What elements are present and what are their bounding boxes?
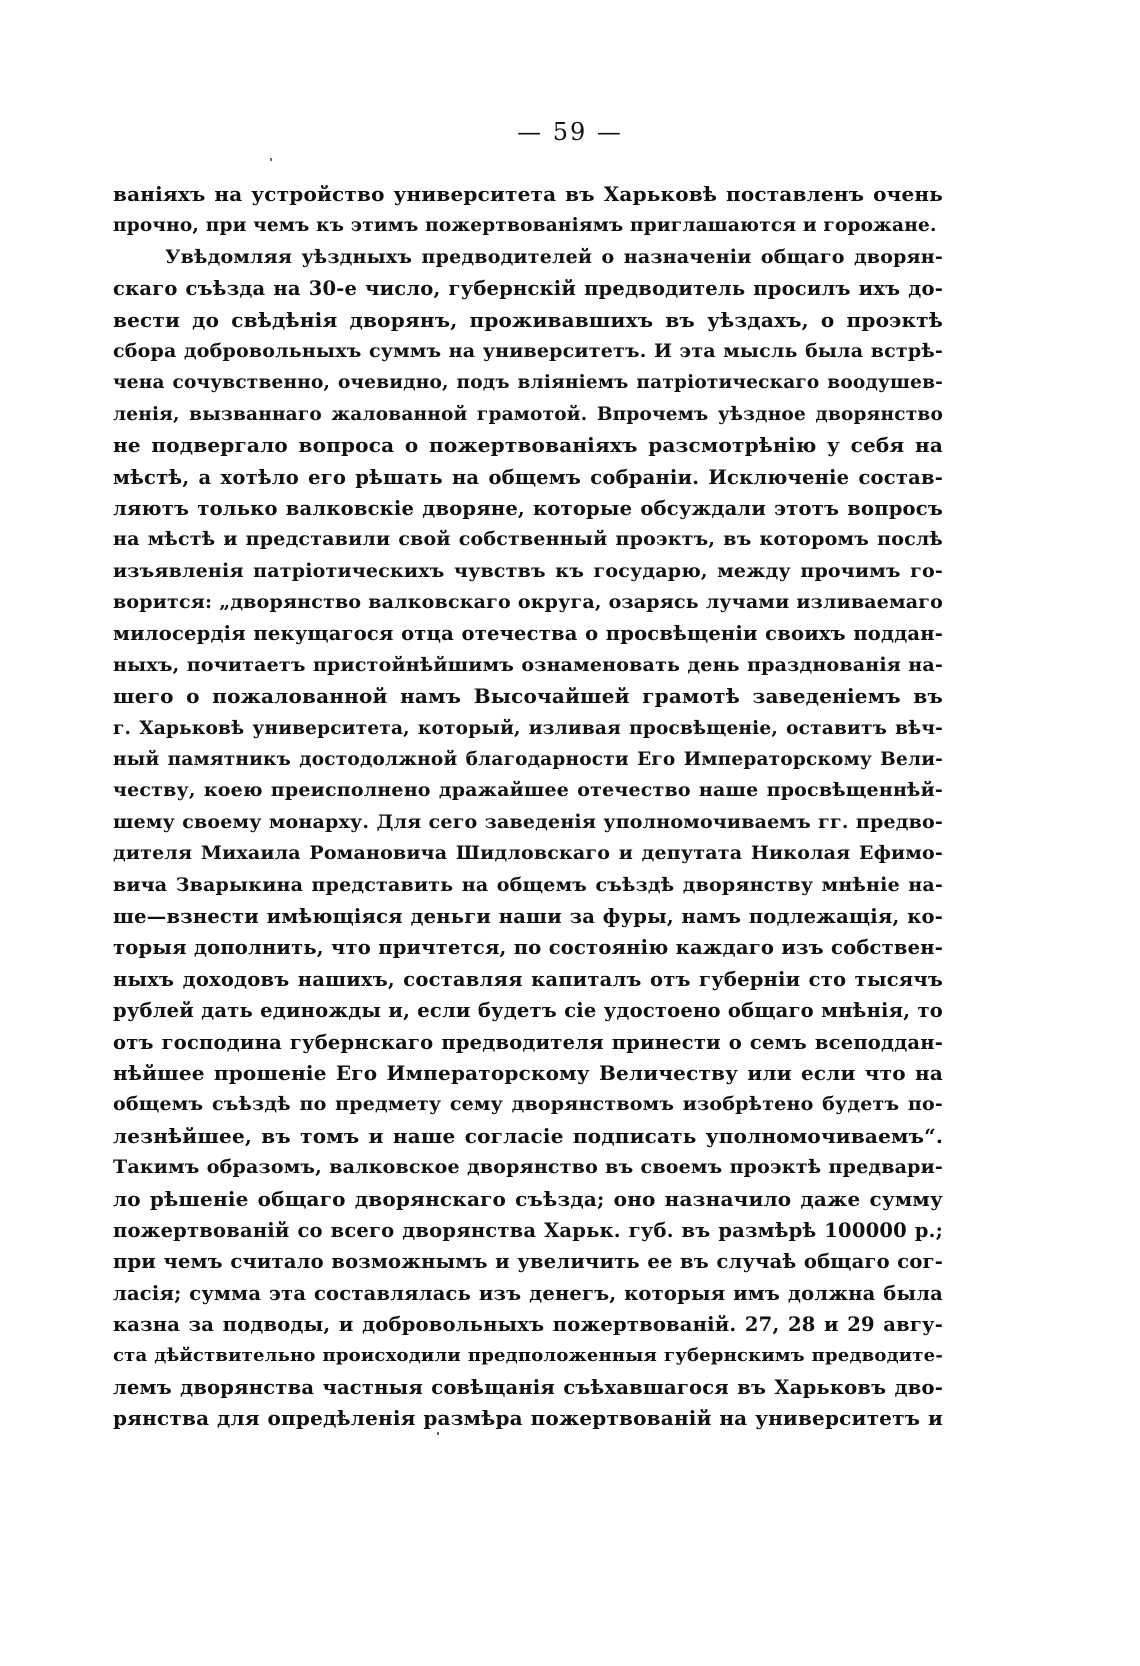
text-line: казна за подводы, и добровольныхъ пожертвованій. 27, 28 и 29 авгу-: [113, 1313, 943, 1337]
text-line: ворится: „дворянство валковскаго округа, озарясь лучами изливаемаго: [113, 591, 943, 614]
text-line: ше—взнести имѣющіяся деньги наши за фуры, намъ подлежащія, ко-: [113, 904, 943, 928]
text-line: изъявленія патріотическихъ чувствъ къ государю, между прочимъ го-: [113, 559, 943, 582]
text-line: шему своему монарху. Для сего заведенія уполномочиваемъ гг. предво-: [113, 810, 943, 833]
text-line: честву, коею преисполнено дражайшее отечество наше просвѣщеннѣй-: [113, 779, 943, 802]
text-line: прочно, при чемъ къ этимъ пожертвованіямъ приглашаются и горожане.: [113, 215, 937, 237]
text-line: ло рѣшеніе общаго дворянскаго съѣзда; оно назначило даже сумму: [113, 1186, 943, 1211]
text-line: ныхъ доходовъ нашихъ, составляя капиталъ отъ губерніи сто тысячъ: [113, 967, 943, 991]
text-line: не подвергало вопроса о пожертвованіяхъ разсмотрѣнію у себя на: [113, 433, 943, 458]
text-line: общемъ съѣздѣ по предмету сему дворянствомъ изобрѣтено будетъ по-: [113, 1093, 943, 1116]
text-line: милосердія пекущагося отца отечества о просвѣщеніи своихъ поддан-: [113, 622, 943, 646]
text-line: пожертвованій со всего дворянства Харьк. губ. въ размѣрѣ 100000 р.;: [113, 1218, 943, 1242]
body-text: [113, 179, 943, 1435]
text-line: вести до свѣдѣнія дворянъ, проживавшихъ въ уѣздахъ, о проэктѣ: [113, 307, 943, 332]
text-line: на мѣстѣ и представили свой собственный проэктъ, въ которомъ послѣ: [113, 528, 943, 551]
text-line: чена сочувственно, очевидно, подъ вліяніемъ патріотическаго воодушев-: [113, 372, 943, 394]
scan-speck: [270, 158, 272, 161]
text-line: лезнѣйшее, въ томъ и наше согласіе подписать уполномочиваемъ“.: [113, 1123, 943, 1148]
text-line: ста дѣйствительно происходили предположенныя губернскимъ предводите-: [113, 1345, 943, 1367]
text-line: лемъ дворянства частныя совѣщанія съѣхавшагося въ Харьковъ дво-: [113, 1375, 943, 1399]
text-line: дителя Михаила Романовича Шидловскаго и депутата Николая Ефимо-: [113, 842, 943, 865]
text-line: при чемъ считало возможнымъ и увеличить ее въ случаѣ общаго сог-: [113, 1250, 943, 1274]
text-line: ласія; сумма эта составлялась изъ денегъ, которыя имъ должна была: [113, 1281, 943, 1305]
text-line: рублей дать единожды и, если будетъ сіе удостоено общаго мнѣнія, то: [113, 999, 943, 1023]
text-line: рянства для опредѣленія размѣра пожертвованій на университетъ и: [113, 1406, 943, 1431]
text-line: мѣстѣ, а хотѣло его рѣшать на общемъ собраніи. Исключеніе состав-: [113, 465, 943, 489]
text-line: скаго съѣзда на 30-е число, губернскій предводитель просилъ ихъ до-: [113, 277, 943, 301]
text-line: вича Зварыкина представить на общемъ съѣздѣ дворянству мнѣніе на-: [113, 873, 943, 896]
text-line: ный памятникъ достодолжной благодарности Его Императорскому Вели-: [113, 749, 943, 771]
text-line: Такимъ образомъ, валковское дворянство въ своемъ проэктѣ предвари-: [113, 1156, 943, 1179]
text-line: нѣйшее прошеніе Его Императорскому Величеству или если что на: [113, 1060, 943, 1085]
page-number: — 59 —: [517, 118, 623, 146]
text-line: шего о пожалованной намъ Высочайшей грамотѣ заведеніемъ въ: [113, 684, 943, 709]
text-line: г. Харьковѣ университета, который, изливая просвѣщеніе, оставитъ вѣч-: [113, 717, 943, 739]
text-line: отъ господина губернскаго предводителя принести о семъ всеподдан-: [113, 1030, 943, 1054]
text-line: торыя дополнить, что причтется, по состоянію каждаго изъ собствен-: [113, 936, 943, 960]
text-line: ныхъ, почитаетъ пристойнѣйшимъ ознаменовать день празднованія на-: [113, 653, 943, 676]
text-line: ваніяхъ на устройство университета въ Харьковѣ поставленъ очень: [113, 182, 943, 206]
text-line: ленія, вызваннаго жалованной грамотой. Впрочемъ уѣздное дворянство: [113, 403, 943, 425]
text-line: сбора добровольныхъ суммъ на университетъ. И эта мысль была встрѣ-: [113, 339, 943, 362]
text-line: Увѣдомляя уѣздныхъ предводителей о назначеніи общаго дворян-: [165, 245, 943, 268]
text-line: ляютъ только валковскіе дворяне, которые обсуждали этотъ вопросъ: [113, 496, 943, 520]
